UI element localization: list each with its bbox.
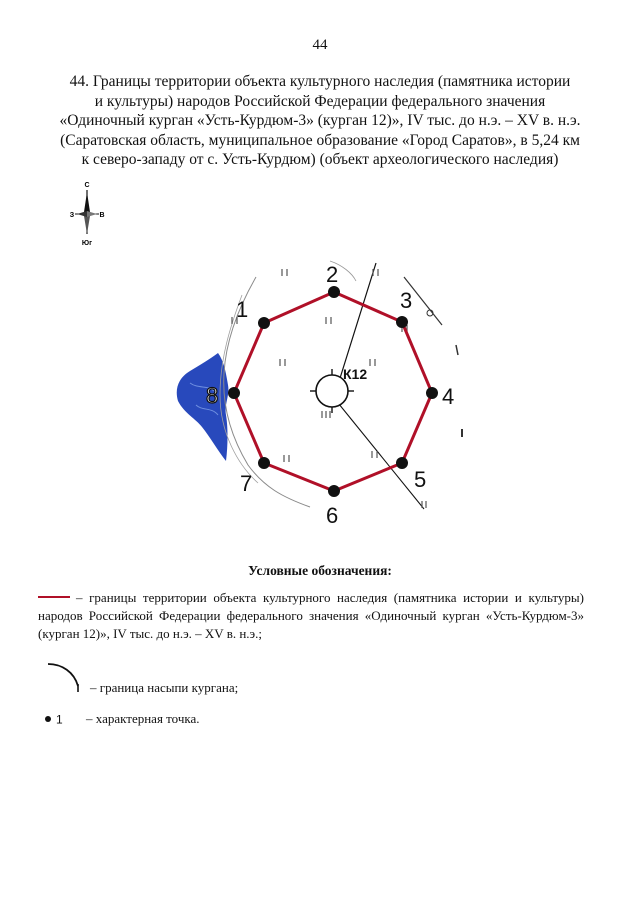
point-label-8: 8 <box>206 383 219 408</box>
boundary-point <box>258 457 270 469</box>
boundary-point <box>396 457 408 469</box>
compass-west-label: З <box>69 212 75 219</box>
point-label-3: 3 <box>400 288 413 313</box>
legend-point-text: – характерная точка. <box>86 711 200 726</box>
title-line: и культуры) народов Российской Федерации федерального значения <box>94 92 546 110</box>
mound-arc-icon <box>46 660 86 694</box>
page-number: 44 <box>312 37 328 53</box>
point-marker-icon <box>44 711 74 727</box>
legend-boundary-text: – границы территории объекта культурного наследия (памятника истории и культуры) <box>76 590 584 605</box>
legend-mound-text: – граница насыпи кургана; <box>90 680 239 695</box>
compass-east-label: В <box>99 212 105 219</box>
boundary-point <box>228 387 240 399</box>
legend-boundary-entry <box>38 589 584 607</box>
point-label-7: 7 <box>240 471 253 496</box>
title-line: к северо-западу от с. Усть-Курдюм) (объект археологического наследия) <box>81 151 559 168</box>
title-line: 44. Границы территории объекта культурного наследия (памятника истории <box>69 73 571 90</box>
title-line: (Саратовская область, муниципальное образование «Город Саратов», в 5,24 км <box>60 131 580 149</box>
boundary-point <box>328 286 340 298</box>
compass-north-label: С <box>84 182 90 189</box>
compass-south-label: Юг <box>81 240 93 247</box>
site-plan-map <box>160 255 480 535</box>
boundary-point <box>258 317 270 329</box>
point-label-2: 2 <box>326 262 339 287</box>
title-line: «Одиночный курган «Усть-Курдюм-3» (курган 12)», IV тыс. до н.э. – XV в. н.э. <box>59 112 581 129</box>
legend-title: Условные обозначения: <box>248 563 392 578</box>
point-label-6: 6 <box>326 503 339 528</box>
point-label-1: 1 <box>236 297 249 322</box>
boundary-point <box>426 387 438 399</box>
point-label-4: 4 <box>442 384 455 409</box>
legend-boundary-text-line3: (курган 12)», IV тыс. до н.э. – XV в. н.э.; <box>38 626 262 641</box>
boundary-point <box>396 316 408 328</box>
document-title <box>40 72 600 170</box>
boundary-line-swatch <box>38 596 70 598</box>
legend-boundary-text-line2: народов Российской Федерации федерального значения «Одиночный курган «Усть-Курдюм-3» <box>38 608 584 623</box>
point-label-5: 5 <box>414 467 427 492</box>
boundary-point <box>328 485 340 497</box>
mound-label: К12 <box>343 366 368 382</box>
compass-rose-icon <box>62 178 112 250</box>
legend-point-label: 1 <box>56 712 63 727</box>
